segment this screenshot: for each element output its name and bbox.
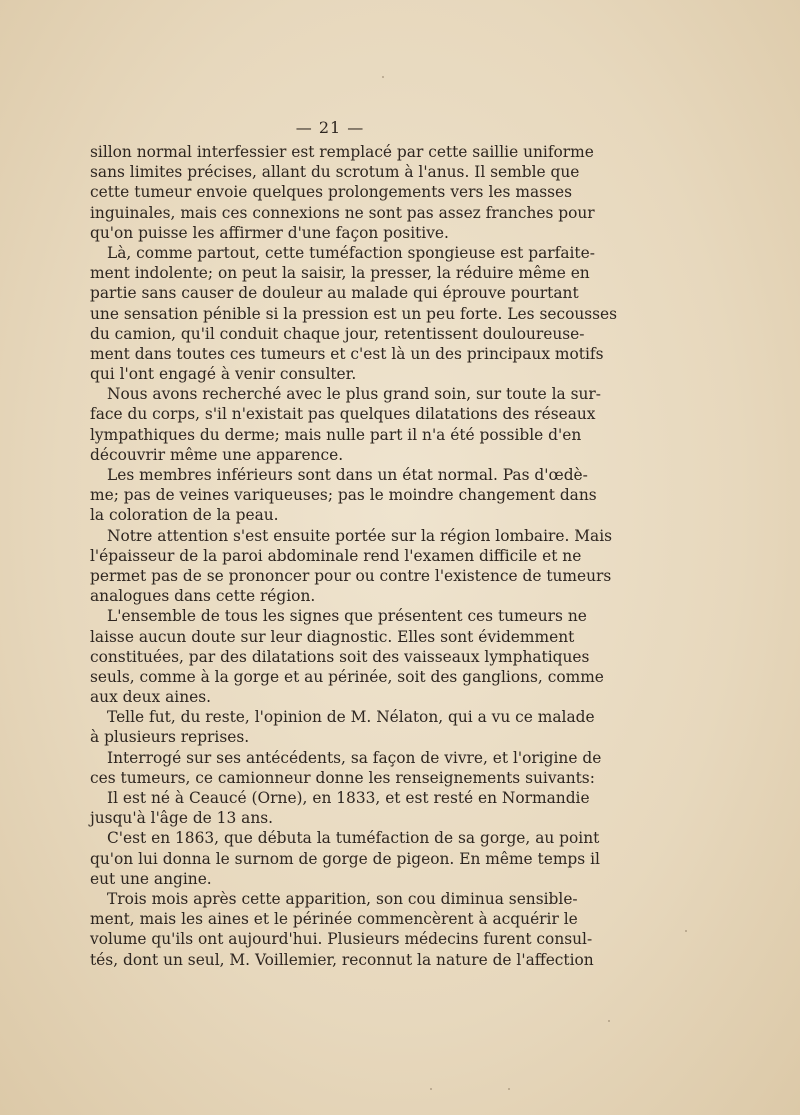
text-line: me; pas de veines variqueuses; pas le moindre changement dans (90, 486, 597, 505)
paper-speck (685, 930, 687, 932)
text-line: volume qu'ils ont aujourd'hui. Plusieurs médecins furent consul- (90, 930, 593, 949)
text-line: Les membres inférieurs sont dans un état normal. Pas d'œdè- (107, 466, 588, 484)
text-line: ces tumeurs, ce camionneur donne les renseignements suivants: (90, 768, 595, 787)
paper-speck (430, 1088, 432, 1090)
text-line: lympathiques du derme; mais nulle part il n'a été possible d'en (90, 425, 582, 444)
text-line: une sensation pénible si la pression est un peu forte. Les secousses (90, 304, 618, 323)
page-number: — 21 — (295, 118, 365, 137)
text-line: découvrir même une apparence. (90, 445, 344, 464)
text-line: permet pas de se prononcer pour ou contre l'existence de tumeurs (90, 566, 612, 585)
text-line: inguinales, mais ces connexions ne sont pas assez franches pour (90, 203, 595, 222)
text-line: face du corps, s'il n'existait pas quelques dilatations des réseaux (90, 405, 596, 424)
text-line: Telle fut, du reste, l'opinion de M. Nélaton, qui a vu ce malade (107, 708, 595, 727)
text-line: eut une angine. (90, 869, 212, 888)
text-line: jusqu'à l'âge de 13 ans. (90, 809, 274, 828)
text-line: qu'on lui donna le surnom de gorge de pigeon. En même temps il (90, 849, 600, 868)
text-line: seuls, comme à la gorge et au périnée, soit des ganglions, comme (90, 667, 604, 686)
text-line: cette tumeur envoie quelques prolongements vers les masses (90, 183, 572, 202)
text-line: ment, mais les aines et le périnée commencèrent à acquérir le (90, 910, 578, 929)
text-line: constituées, par des dilatations soit des vaisseaux lymphatiques (90, 647, 590, 666)
text-line: laisse aucun doute sur leur diagnostic. Elles sont évidemment (90, 627, 575, 646)
text-line: sans limites précises, allant du scrotum à l'anus. Il semble que (90, 163, 580, 182)
text-line: partie sans causer de douleur au malade qui éprouve pourtant (90, 284, 579, 303)
text-line: Notre attention s'est ensuite portée sur la région lombaire. Mais (107, 526, 613, 545)
text-line: Interrogé sur ses antécédents, sa façon de vivre, et l'origine de (107, 748, 602, 767)
text-line: l'épaisseur de la paroi abdominale rend l'examen difficile et ne (90, 546, 582, 565)
text-line: à plusieurs reprises. (90, 728, 250, 747)
text-line: analogues dans cette région. (90, 587, 316, 606)
text-line: du camion, qu'il conduit chaque jour, retentissent douloureuse- (90, 324, 585, 343)
text-line: ment indolente; on peut la saisir, la presser, la réduire même en (90, 264, 590, 283)
body-text (90, 142, 618, 970)
text-line: aux deux aines. (90, 688, 212, 707)
text-line: la coloration de la peau. (90, 506, 279, 525)
text-line: L'ensemble de tous les signes que présentent ces tumeurs ne (107, 607, 587, 626)
text-line: qu'on puisse les affirmer d'une façon positive. (90, 223, 449, 242)
text-line: Il est né à Ceaucé (Orne), en 1833, et est resté en Normandie (107, 789, 590, 807)
text-line: qui l'ont engagé à venir consulter. (90, 365, 357, 384)
text-line: sillon normal interfessier est remplacé par cette saillie uniforme (90, 143, 594, 161)
text-line: tés, dont un seul, M. Voillemier, reconnut la nature de l'affection (90, 950, 594, 969)
text-line: C'est en 1863, que débuta la tuméfaction de sa gorge, au point (107, 829, 600, 848)
text-line: Là, comme partout, cette tuméfaction spongieuse est parfaite- (107, 243, 595, 262)
text-line: Nous avons recherché avec le plus grand soin, sur toute la sur- (107, 385, 601, 404)
paper-speck (608, 1020, 610, 1022)
text-line: Trois mois après cette apparition, son cou diminua sensible- (107, 889, 578, 908)
paper-speck (382, 76, 384, 78)
text-line: ment dans toutes ces tumeurs et c'est là un des principaux motifs (90, 344, 604, 363)
paper-speck (508, 1088, 510, 1090)
